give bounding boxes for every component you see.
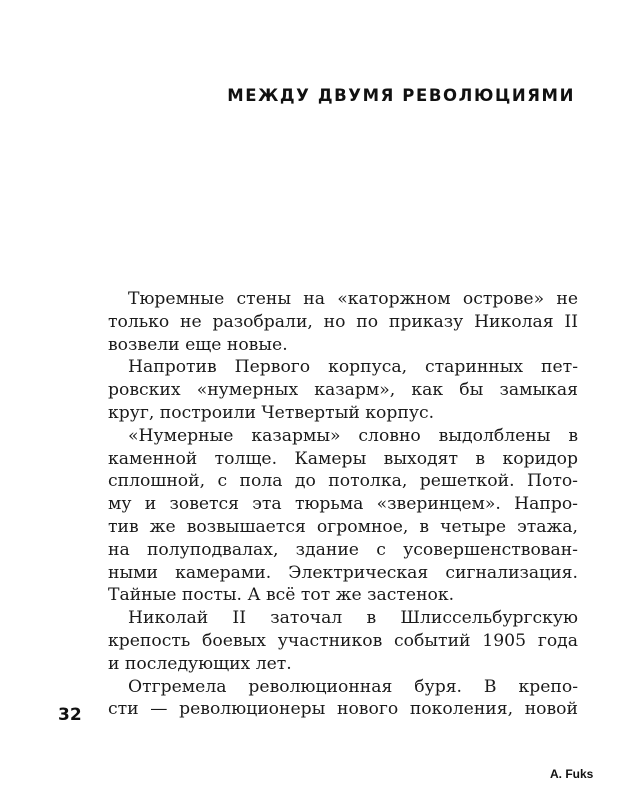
paragraph bbox=[108, 288, 578, 356]
text-line: тив же возвышается огромное, в четыре этажа, bbox=[108, 516, 578, 537]
text-line: Напротив Первого корпуса, старинных пет- bbox=[128, 357, 578, 378]
text-line: Отгремела революционная буря. В крепо- bbox=[128, 676, 578, 697]
text-line: му и зовется эта тюрьма «зверинцем». Напро- bbox=[108, 494, 578, 515]
text-line: крепость боевых участников событий 1905 года bbox=[108, 630, 578, 651]
text-line: сплошной, с пола до потолка, решеткой. Пото- bbox=[108, 471, 578, 492]
chapter-title: МЕЖДУ ДВУМЯ РЕВОЛЮЦИЯМИ bbox=[227, 86, 575, 105]
text-line: «Нумерные казармы» словно выдолблены в bbox=[128, 425, 578, 446]
text-line: Николай II заточал в Шлиссельбургскую bbox=[128, 608, 578, 629]
paragraph bbox=[108, 425, 578, 607]
text-line: Тюремные стены на «каторжном острове» не bbox=[128, 289, 578, 309]
text-line: только не разобрали, но по приказу Николая II bbox=[108, 311, 578, 332]
text-line: ными камерами. Электрическая сигнализация. bbox=[108, 562, 578, 583]
text-line: Тайные посты. А всё тот же застенок. bbox=[108, 585, 455, 606]
paragraph bbox=[108, 676, 578, 722]
text-line: каменной толще. Камеры выходят в коридор bbox=[108, 448, 578, 469]
text-line: на полуподвалах, здание с усовершенствован- bbox=[108, 539, 578, 560]
text-line: ровских «нумерных казарм», как бы замыкая bbox=[108, 380, 578, 401]
text-line: возвели еще новые. bbox=[108, 334, 288, 355]
credit-label: A. Fuks bbox=[550, 767, 594, 781]
paragraph bbox=[108, 356, 578, 424]
text-line: сти — революционеры нового поколения, новой bbox=[108, 699, 578, 720]
text-line: и последующих лет. bbox=[108, 653, 292, 674]
page-number: 32 bbox=[58, 705, 82, 725]
paragraph bbox=[108, 607, 578, 675]
text-line: круг, построили Четвертый корпус. bbox=[108, 402, 435, 423]
body-text bbox=[108, 288, 578, 721]
